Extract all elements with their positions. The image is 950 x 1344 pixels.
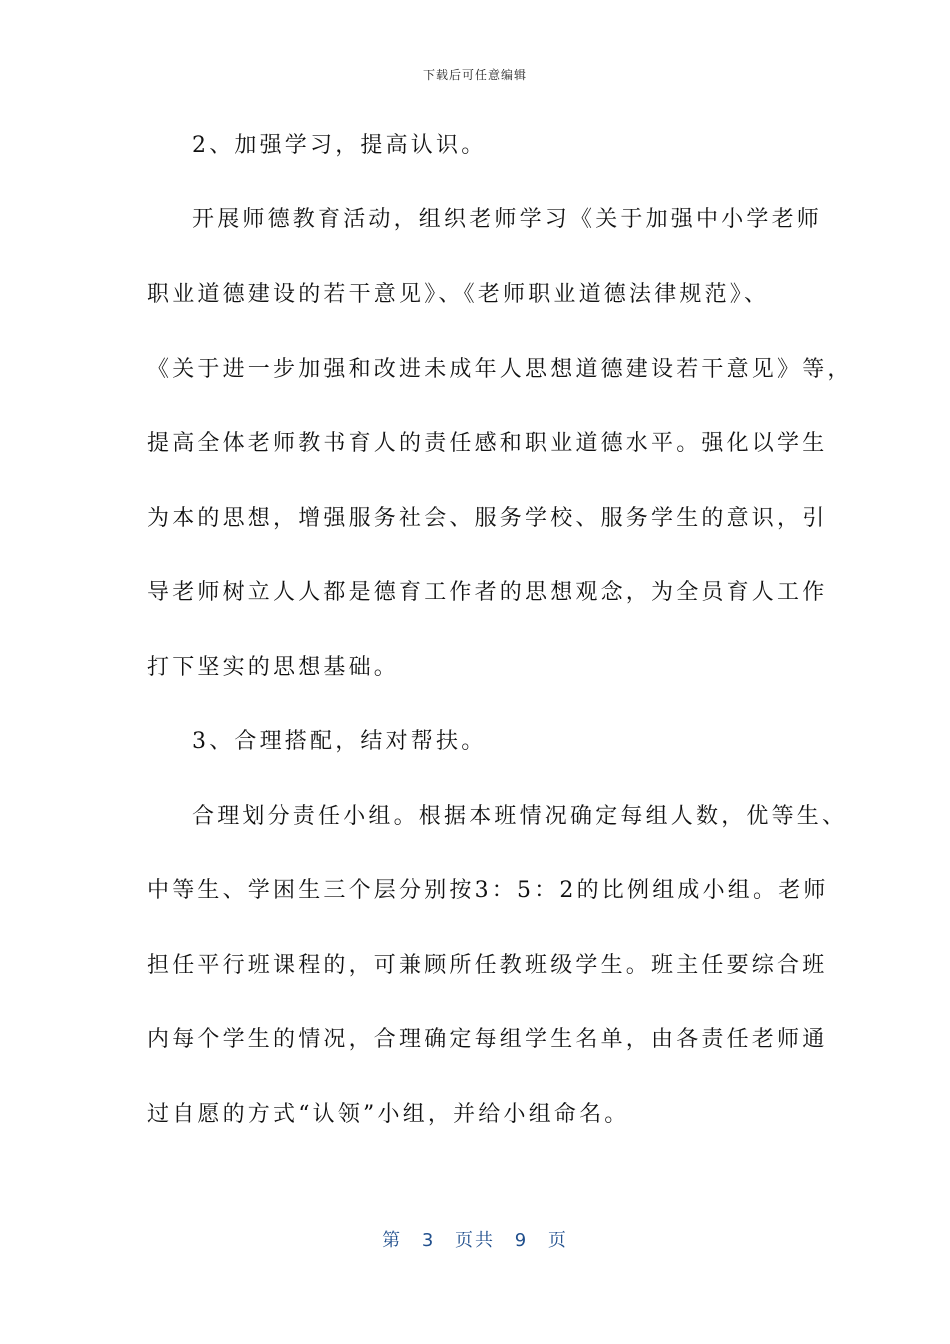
paragraph-line: 开展师德教育活动，组织老师学习《关于加强中小学老师 — [192, 207, 823, 232]
section-heading-2: 2、加强学习，提高认识。 — [192, 133, 487, 158]
paragraph-line: 担任平行班课程的，可兼顾所任教班级学生。班主任要综合班 — [147, 953, 828, 978]
paragraph-line: 过自愿的方式“认领”小组，并给小组命名。 — [147, 1102, 630, 1127]
page-middle: 页共 — [455, 1230, 495, 1251]
page-suffix: 页 — [547, 1230, 568, 1251]
page-number-footer — [0, 1226, 950, 1252]
page-prefix: 第 — [382, 1230, 403, 1251]
paragraph-line: 打下坚实的思想基础。 — [147, 655, 400, 680]
paragraph-line: 提高全体老师教书育人的责任感和职业道德水平。强化以学生 — [147, 431, 828, 456]
page-total: 9 — [514, 1230, 529, 1251]
paragraph-line: 合理划分责任小组。根据本班情况确定每组人数，优等生、 — [192, 804, 848, 829]
paragraph-line: 导老师树立人人都是德育工作者的思想观念，为全员育人工作 — [147, 580, 828, 605]
paragraph-line: 为本的思想，增强服务社会、服务学校、服务学生的意识，引 — [147, 506, 828, 531]
paragraph-line: 内每个学生的情况，合理确定每组学生名单，由各责任老师通 — [147, 1027, 828, 1052]
page-current: 3 — [421, 1230, 436, 1251]
paragraph-line: 职业道德建设的若干意见》、《老师职业道德法律规范》、 — [147, 282, 770, 307]
header-note: 下载后可任意编辑 — [422, 68, 527, 82]
section-heading-3: 3、合理搭配，结对帮扶。 — [192, 729, 487, 754]
paragraph-line: 《关于进一步加强和改进未成年人思想道德建设若干意见》等， — [147, 357, 853, 382]
paragraph-line: 中等生、学困生三个层分别按3：5：2的比例组成小组。老师 — [147, 878, 829, 903]
